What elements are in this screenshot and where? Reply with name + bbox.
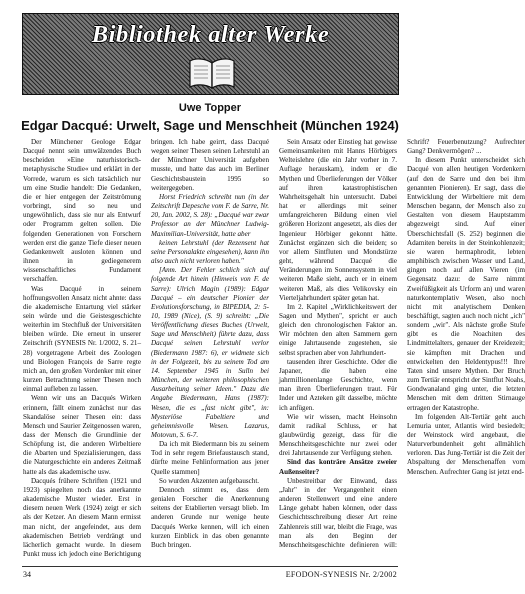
page-number: 34 <box>23 570 31 579</box>
series-title: Bibliothek alter Werke <box>91 21 330 48</box>
body-paragraph: Da ich mit Biedermann bis zu seinem Tod in sehr regem Briefaustausch stand, dürfte meine Fehlinformation aus jener Quelle stammen] <box>151 440 269 476</box>
body-paragraph: tausenden ihrer Geschichte. Oder die Japaner, die haben eine jahrmillionenlange Geschichte, wenn man ihren Überlieferungen traut. Für Inder und Azteken gilt dasselbe, möchte ich anfügen. <box>279 357 397 412</box>
body-paragraph: Sein Ansatz oder Einstieg hat gewisse Gemeinsamkeiten mit Hanns Hörbigers Welteislehre (die ein Jahr vorher in 7. Auflage herauskam), indem er die Mythen und Überlieferungen der Völker auf ihren katastrophistischen Wahrheitsgehalt hin untersucht. Dabei hat er allerdings mit seiner umfangreicheren Bildung einen viel größeren Horizont angesetzt, als dies der Ingenieur Hörbiger gekonnt hätte. Zunächst ergänzen sich die beiden; so vor allem Sintfluten und Mondstürze geht, während Dacqué die Veränderungen im Sonnensystem in viel weiteren Maße sieht, auch er in einem weiteren Maß, als dies Velikovsky ein Vierteljahrhundert später getan hat. <box>279 138 397 302</box>
body-paragraph: [Anm. Der Fehler schlich sich auf folgende Art hinein (Hinweis von F. de Sarre): Ulrich Magin (1989): Edgar Dacqué – ein deutscher Pionier der Evolutionsforschung, in BIPEDIA, 2: 5-10, 1989 (Nice), (S. 9) schreibt: „Die Veröffentlichung dieses Buches (Urwelt, Sage und Menschheit) führte dazu, dass Dacqué seinen Lehrstuhl verlor (Biedermann 1987: 6), er widmete sich in der Folgezeit, bis zu seinem Tod am 14. September 1945 in Sulln bei München, der weiteren philosophischen Ausarbeitung seiner Ideen." Dazu die Angabe Biedermann, Hans (1987): Wesen, die es „fast nicht gibt", in: Mysteriöse Fabeltiere und geheimnisvolle Wesen. Lazarus, Motovun, S. 6-7. <box>151 266 269 439</box>
body-paragraph: Horst Friedrich schreibt nun (in der Zeitschrift Depesche vom F. de Sarre, Nr. 20, Jan. 2002, S. 28): „Dacqué war zwar Professor an der Münchner Ludwig-Maximilian-Universität, hatte aber <box>151 192 269 238</box>
footer-rule <box>22 566 398 567</box>
body-paragraph: Unbestreitbar der Einwand, dass „Jahr" in der Vergangenheit einen anderen Stellenwert und eine andere Länge gehabt haben können, oder dass Geschichtsschreibung dieser Art reine Zahlenreis still war, bleibt die Frage, was man als den Beginn der Menschheitsgeschichte definieren will: Schrift? Feuerbenutzung? Aufrechter Gang? Denkvermögen? ... <box>279 138 525 549</box>
body-paragraph: Im 2. Kapitel „Wirklichkeitswert der Sagen und Mythen", spricht er auch gleich den chronologischen Faktor an. Wir möchten den alten Sammern gern einige Jahrtausende zugestehen, sie selbst sprachen aber von Jahrhundert- <box>279 302 397 357</box>
body-paragraph: Im folgenden Alt-Tertiär geht auch Lemuria unter, Atlantis wird besiedelt; der Weinstock wird angebaut, die Naturverbundenheit geht allmählich verloren. Das Jung-Tertiär ist die Zeit der Abspaltung der Menschenaffen vom Menschen. Aufrechter Gang ist jetzt end- <box>407 412 525 476</box>
body-paragraph: So wurden Akzenten aufgebauscht. <box>159 476 260 485</box>
body-paragraph: Der Münchener Geologe Edgar Dacqué nennt sein umwälzendes Buch bescheiden »Eine naturhistorisch-metaphysische Studie« und erklärt in der Vorrede, warum es sich tatsächlich nur um eine Studie handelt: Die Gedanken, die er hier entgegen der Zeitströmung vorbringt, sind so neu und ungewöhnlich, dass sie nur als Entwurf oder Programm gelten sollen. Die folgenden Generationen von Forschern werden erst die ganze Tiefe dieser neuen Gedankenwelt ausloten können und ihnen in gediegenerem wissenschaftliches Fundament verschaffen. <box>23 138 141 284</box>
journal-name: EFODON-SYNESIS Nr. 2/2002 <box>285 570 397 579</box>
article-author: Uwe Topper <box>178 102 242 114</box>
series-banner <box>22 13 399 95</box>
body-paragraph: Wie wir wissen, macht Heinsohn damit radikal Schluss, er hat glaubwürdig gezeigt, dass für die Menschheitsgeschichte nur zwei oder drei Jahrtausende zur Verfügung stehen. <box>279 412 397 458</box>
article-title: Edgar Dacqué: Urwelt, Sage und Menschheit (München 1924) <box>21 118 399 133</box>
body-paragraph: keinen Lehrstuhl (der Rezensent hat seine Personalakte eingesehen), kann ihn also auch nicht verloren haben." <box>151 238 269 266</box>
body-paragraph: Sind das konträre Ansätze zweier Außenseiter? <box>279 458 397 476</box>
body-paragraph: In diesem Punkt unterscheidet sich Dacqué von allen heutigen Vordenkern (auf den de Sarre und den bei ihm genannten Pionieren). Er sagt, dass die Entwicklung der Wirbeltiere mit dem Menschen begann, der Mensch also zu Gestalten von diesem Hauptstamm abgezweigt sind. Auf einer Überschichtsfall (S. 252) beginnen die Adamiten bereits in der Steinkohlenzeit; sie waren hermaphrodit, lebten amphibisch zwischen Wasser und Land, gingen noch auf allen Vieren (im Gegensatz dazu: de Sarre nimmt Zweifüßigkeit als Urform an) und waren naturkontemplativ Wesen, also noch nicht mit analytischem Denken beschäftigt, sagten auch noch nicht „ich" sondern „wir". Als nächste große Stufe gibt es die Noachiten des Lindmittelalters, genauer der Kreidezeit; sie kämpften mit Drachen und entwickelten den Heldentypus!!! Ihre Taten sind unsere Mythen. Der Bruch zum Tertiär entspricht der Sintflut Noahs, Gondwanaland ging unter, die letzten Menschen mit dem dritten Stirnauge ertragen der Katastrophe. <box>407 156 525 412</box>
body-paragraph: Was Dacqué in seinem hoffnungsvollen Ansatz nicht ahnte: dass die akademische Entartung viel stärker sein würde und die Geistesgeschichte weiterhin im Stechfluß der Universitäten bleiben würde. Die erneut in unserer Zeitschrift (SYNESIS Nr. 1/2002, S. 21–28) vorgetragene Arbeit des Zoologen und Biologen François de Sarre regte mich an, den großen Vordenker mit einer kurzen Betrachtung seiner Thesen noch einmal aufleben zu lassen. <box>23 284 141 394</box>
body-paragraph: Wenn wir uns an Dacqués Wirken erinnern, fällt einem zunächst nur das Skandalöse seiner Thesen ein: dass Mensch und Saurier Zeitgenossen waren, dass der Mensch die Grundlinie der Schöpfung ist, die anderen Wirbeltiere die Abarten und Spezialisierungen, dass die Naturgeschichte ein anderes Zeitmaß hatte als das akademische usw. <box>23 394 141 476</box>
article-body <box>23 138 525 564</box>
body-paragraph: Dacqués frühere Schriften (1921 und 1923) spiegelten noch das anerkannte akademische Muster wieder. Erst in diesem neuen Werk (1924) zeigt er sich als der Ketzer. An diesem Mann ermisst man nicht, der angefeindet, aus dem akademischen Betrieb verdrängt und lächerlich gemacht wurde. In diesem Punkt muss ich jedoch eine Berichtigung bringen. Ich habe geirrt, dass Dacqué wegen seiner Thesen seinen Lehrstuhl an der Münchner Universität aufgeben musste, und hatte das auch im Berliner Geschichtsbaustein 1995 so weitergegeben. <box>23 138 269 559</box>
open-book-icon <box>187 55 237 91</box>
body-paragraph: Dennoch stimmt es, dass dem genialen Forscher die Anerkennung seitens der Etablierten versagt blieb. Im anderen Grunde nur wenige heute Dacqués Werke kennen, will ich einen kurzen Einblick in das oben genannte Buch bringen. <box>151 485 269 549</box>
